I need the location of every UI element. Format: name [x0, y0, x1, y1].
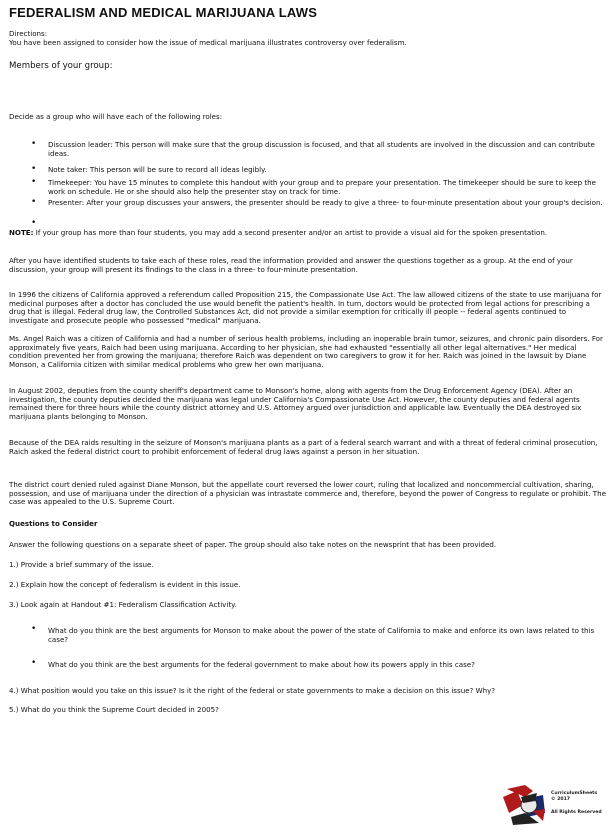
question-item: 4.) What position would you take on this issue? Is it the right of the federal or state governments to make a decision on this issue? Why? — [9, 686, 496, 695]
bullet-icon: • — [31, 197, 37, 207]
paragraph: In 1996 the citizens of California approved a referendum called Proposition 215, the Compassionate Use Act. The law allowed citizens of the state to use marijuana for medicinal purposes after a doctor has concluded the use would benefit the patient's health. In turn, doctors would be protected from legal actions for prescribing a drug that is illegal. Federal drug law, the Controlled Substances Act, did not provide a similar exemption for critically ill people -- federal agents continued to investigate and prosecute people who possessed "medical" marijuana. — [9, 290, 602, 325]
bullet-icon: • — [31, 139, 37, 149]
question-item: 1.) Provide a brief summary of the issue. — [9, 560, 154, 569]
role-item: Timekeeper: You have 15 minutes to complete this handout with your group and to prepare your presentation. The timekeeper should be sure to keep the work on schedule. He or she should also help the presenter stay on track for time. — [48, 178, 597, 196]
paragraph: In August 2002, deputies from the county sheriff's department came to Monson's home, along with agents from the Drug Enforcement Agency (DEA). After an investigation, the county deputies decided the marijuana was legal under California's Compassionate Use Act. However, the county deputies and federal agents remained there for three hours while the county district attorney and U.S. Attorney argued over jurisdiction and applicable law. Eventually the DEA destroyed six marijuana plants belonging to Monson. — [9, 386, 582, 421]
role-item: Note taker: This person will be sure to record all ideas legibly. — [48, 165, 267, 174]
role-item: Presenter: After your group discusses your answers, the presenter should be ready to give a three- to four-minute presentation about your group's decision. — [48, 198, 603, 207]
questions-intro: Answer the following questions on a separate sheet of paper. The group should also take notes on the newsprint that has been provided. — [9, 540, 497, 549]
page-title: FEDERALISM AND MEDICAL MARIJUANA LAWS — [9, 5, 318, 20]
directions-text: You have been assigned to consider how the issue of medical marijuana illustrates controversy over federalism. — [9, 38, 407, 47]
curriculum-sheets-logo — [503, 783, 609, 827]
empty-bullet-icon: • — [31, 218, 37, 228]
bullet-icon: • — [31, 164, 37, 174]
note-label: NOTE: — [9, 228, 34, 237]
note — [9, 229, 607, 238]
bullet-icon: • — [31, 177, 37, 187]
bullet-icon: • — [31, 624, 37, 634]
paragraph: After you have identified students to take each of these roles, read the information provided and answer the questions together as a group. At the end of your discussion, your group will present its findings to the class in a three- to four-minute presentation. — [9, 256, 573, 274]
logo-line-year: © 2017 — [551, 797, 570, 803]
paragraph: Ms. Angel Raich was a citizen of California and had a number of serious health problems, including an inoperable brain tumor, seizures, and chronic pain disorders. For approximately five years, Raich had been using marijuana. According to her physician, she had exhausted "essentially all other legal alternatives." Her medical condition prevented her from growing the marijuana; therefore Raich was dependent on two caregivers to grow it for her. Raich was joined in the lawsuit by Diane Monson, a California citizen with similar medical problems who grew her own marijuana. — [9, 334, 603, 369]
question-item: 3.) Look again at Handout #1: Federalism Classification Activity. — [9, 600, 237, 609]
patriot-mascot-icon — [503, 783, 547, 827]
question-item: 5.) What do you think the Supreme Court decided in 2005? — [9, 705, 219, 714]
logo-line-brand: CurriculumSheets — [551, 791, 598, 796]
paragraph: Because of the DEA raids resulting in the seizure of Monson's marijuana plants as a part of a federal search warrant and with a threat of federal criminal prosecution, Raich asked the federal district court to prohibit enforcement of federal drug laws against a person in her situation. — [9, 438, 598, 456]
role-item: Discussion leader: This person will make sure that the group discussion is focused, and that all students are involved in the discussion and can contribute ideas. — [48, 140, 595, 158]
roles-intro: Decide as a group who will have each of the following roles: — [9, 112, 223, 121]
bullet-icon: • — [31, 658, 37, 668]
sub-question-item: What do you think are the best arguments for Monson to make about the power of the state of California to make and enforce its own laws related to this case? — [48, 626, 595, 644]
questions-heading: Questions to Consider — [9, 519, 98, 528]
logo-line-rights: All Rights Reserved — [551, 809, 602, 815]
logo-text — [551, 791, 602, 816]
note-text: If your group has more than four students, you may add a second presenter and/or an artist to provide a visual aid for the spoken presentation. — [33, 228, 548, 237]
members-label: Members of your group: — [9, 61, 113, 71]
directions-label: Directions: — [9, 29, 48, 38]
paragraph: The district court denied ruled against Diane Monson, but the appellate court reversed the lower court, ruling that localized and noncommercial cultivation, sharing, possession, and use of marijuana under the direction of a physician was intrastate commerce and, therefore, beyond the power of Congress to regulate or prohibit. The case was appealed to the U.S. Supreme Court. — [9, 480, 606, 507]
sub-question-item: What do you think are the best arguments for the federal government to make about how its powers apply in this case? — [48, 660, 475, 669]
question-item: 2.) Explain how the concept of federalism is evident in this issue. — [9, 580, 241, 589]
